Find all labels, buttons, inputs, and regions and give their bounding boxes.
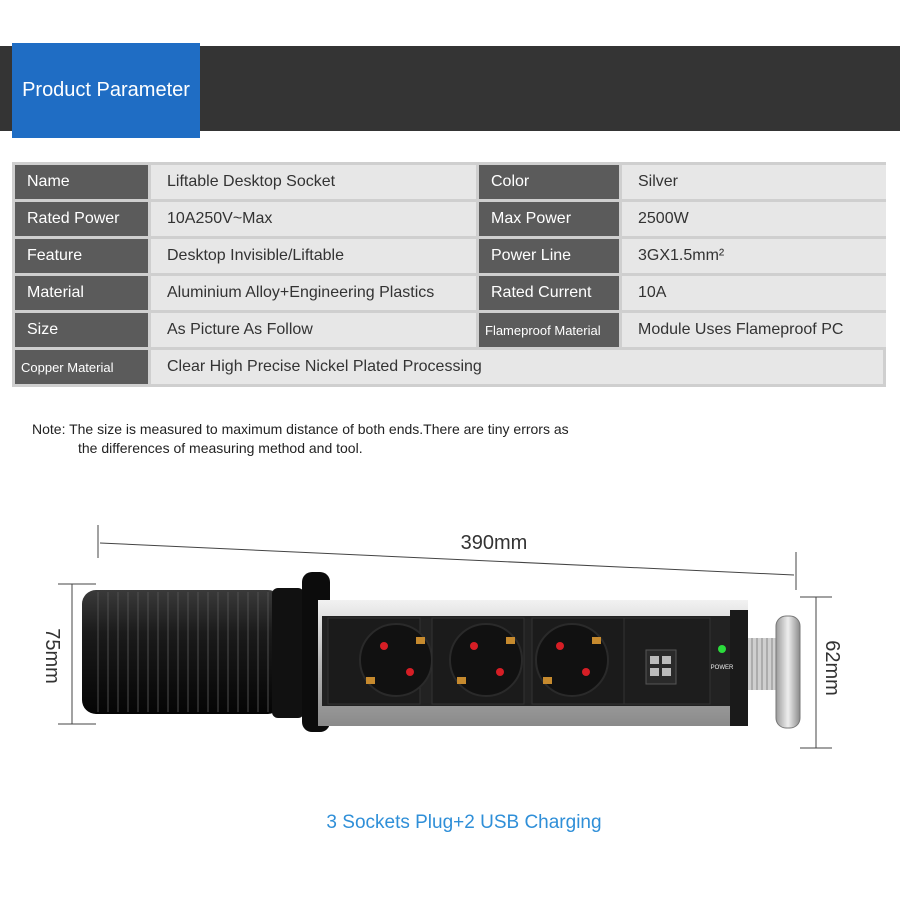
power-label: POWER [710, 665, 734, 671]
body-height-label: 62mm [821, 640, 843, 696]
param-value: Clear High Precise Nickel Plated Processing [151, 350, 883, 384]
measurement-note [32, 420, 692, 458]
usb-module [624, 618, 710, 704]
param-label: Feature [15, 239, 148, 273]
param-label: Power Line [479, 239, 619, 273]
param-label: Rated Power [15, 202, 148, 236]
product-caption: 3 Sockets Plug+2 USB Charging [326, 812, 602, 833]
note-line-1: Note: The size is measured to maximum distance of both ends.There are tiny errors as [32, 421, 569, 437]
parameter-table [12, 162, 886, 387]
end-cap [776, 616, 800, 728]
threaded-rod [748, 638, 780, 690]
table-row [12, 313, 886, 347]
param-label: Flameproof Material [479, 313, 619, 347]
note-line-2: the differences of measuring method and tool. [78, 440, 363, 456]
param-value: Silver [622, 165, 886, 199]
table-row [12, 276, 886, 310]
schuko-socket [328, 618, 432, 704]
black-cylinder [82, 590, 282, 714]
param-label: Name [15, 165, 148, 199]
param-label: Color [479, 165, 619, 199]
param-label: Max Power [479, 202, 619, 236]
table-row [12, 350, 886, 384]
param-label: Copper Material [15, 350, 148, 384]
param-value: Liftable Desktop Socket [151, 165, 476, 199]
param-value: Module Uses Flameproof PC [622, 313, 886, 347]
nut-ring [272, 588, 304, 718]
schuko-socket [432, 618, 524, 704]
table-row [12, 239, 886, 273]
product-illustration [0, 500, 900, 780]
product-parameter-title: Product Parameter [12, 43, 200, 138]
param-value: Desktop Invisible/Liftable [151, 239, 476, 273]
param-value: 10A250V~Max [151, 202, 476, 236]
table-row [12, 202, 886, 236]
schuko-socket [532, 618, 624, 704]
param-value: Aluminium Alloy+Engineering Plastics [151, 276, 476, 310]
length-dimension [98, 525, 796, 590]
flange-diameter-label: 75mm [41, 628, 63, 684]
param-value: 2500W [622, 202, 886, 236]
param-label: Rated Current [479, 276, 619, 310]
param-label: Size [15, 313, 148, 347]
param-value: 10A [622, 276, 886, 310]
body-height-dimension [800, 597, 843, 748]
length-label: 390mm [460, 532, 528, 554]
param-value: 3GX1.5mm² [622, 239, 886, 273]
table-row [12, 165, 886, 199]
param-label: Material [15, 276, 148, 310]
power-indicator-icon [718, 645, 726, 653]
param-value: As Picture As Follow [151, 313, 476, 347]
